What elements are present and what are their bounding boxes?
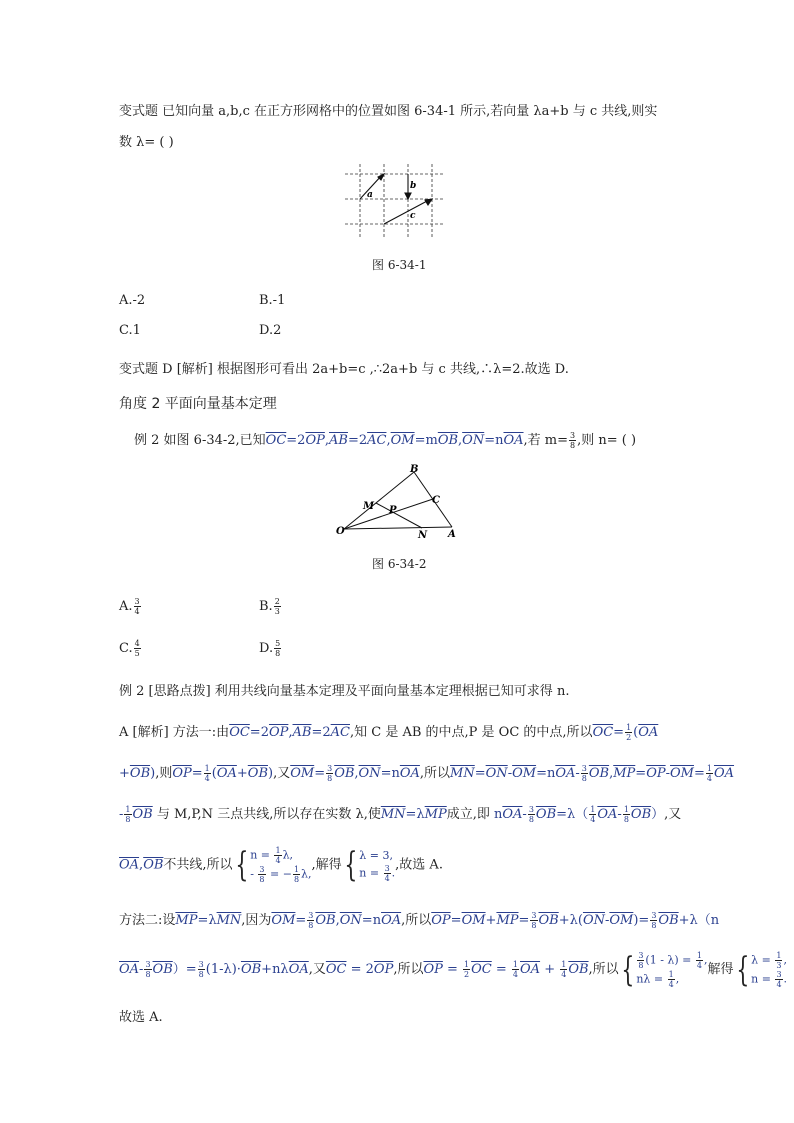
variant-option-a: A.-2 — [119, 293, 146, 308]
vec-ab: $\overline{AB}$ — [329, 433, 348, 448]
solution1-line3: - $\frac{1}{8}$ $\overline{OB}$ 与 M,P,N 三点共线,所以存在实数 λ,使$\overline{MN}=\lambda\overline{MP}$成立,即 $n\overline{OA}-$ $\frac{3}{8}$ $\overline{OB}=\lambda$（ $\frac{1}{4}$ $\overline{OA}-$ $\frac{1}{8}$ $\overline{OB}$）,又 — [119, 805, 682, 824]
example2-hint: 例 2 [思路点拨] 利用共线向量基本定理及平面向量基本定理根据已知可求得 n. — [119, 684, 570, 699]
vec-om: $\overline{OM}$ — [390, 433, 415, 448]
label-c: c — [410, 211, 416, 221]
eq-text: , — [386, 433, 391, 448]
example2-option-a: A. $\frac{3}{4}$ — [119, 597, 140, 616]
vec-oc: $\overline{OC}$ — [265, 433, 287, 448]
variant-question-line1: 变式题 已知向量 a,b,c 在正方形网格中的位置如图 6-34-1 所示,若向量 λa+b 与 c 共线,则实 — [119, 104, 658, 119]
final-answer: 故选 A. — [119, 1010, 163, 1025]
label-c: C — [432, 495, 440, 506]
variant-option-d: D.2 — [259, 323, 282, 338]
example2-option-d: D. $\frac{5}{8}$ — [259, 639, 281, 658]
label-a: a — [367, 190, 373, 200]
eq-text: =m — [414, 433, 438, 448]
eq-text: =2 — [286, 433, 306, 448]
solution2-line2: $\overline{OA}-$ $\frac{3}{8}$ $\overline{OB})=$ $\frac{3}{8}$ $(1-\lambda)\cdot\overline{OB}+n\lambda\overline{OA}$,又$\overline{OC} = 2\overline{OP}$,所以$\overline{OP}$ = $\frac{1}{2}$ $\overline{OC}$ = $\frac{1}{4}$ $\overline{OA}$ + $\frac{1}{4}$ $\overline{OB}$,所以{ $\frac{3}{8}$ (1 - λ) = $\frac{1}{4}$ , nλ = $\frac{1}{4}$ , 解得{ λ = $\frac{1}{3}$ , n = $\frac{3}{4}$ . — [119, 949, 788, 990]
solution2-line1: 方法二:设$\overline{MP}=\lambda\overline{MN}$,因为$\overline{OM}=$ $\frac{3}{8}$ $\overline{OB},\overline{ON}=n\overline{OA}$,所以$\overline{OP}=\overline{OM}+\overline{MP}=$ $\frac{3}{8}$ $\overline{OB}+\lambda(\overline{ON}-\overline{OM})=$ $\frac{3}{8}$ $\overline{OB}+\lambda(n$ — [119, 911, 720, 930]
label-p: P — [389, 505, 397, 516]
solution1-line4: $\overline{OA},\overline{OB}$不共线,所以{ n = $\frac{1}{4}$ λ, - $\frac{3}{8}$ = − $\frac{1}{8}$ λ, ,解得{ λ = 3, n = $\frac{3}{4}$ . ,故选 A. — [119, 845, 443, 885]
section-title: 角度 2 平面向量基本定理 — [119, 396, 277, 412]
label-b: B — [410, 464, 419, 475]
eq-text: ,若 m= — [523, 433, 569, 448]
example2-question — [134, 431, 636, 450]
vec-op: $\overline{OP}$ — [305, 433, 325, 448]
vec-on: $\overline{ON}$ — [462, 433, 485, 448]
example2-option-b: B. $\frac{2}{3}$ — [259, 597, 280, 616]
variant-question-line2: 数 λ= ( ) — [119, 135, 174, 150]
eq-text: , — [324, 433, 329, 448]
label-b: b — [410, 181, 417, 191]
solution1-line1: A [解析] 方法一:由$\overline{OC}=2\overline{OP},\overline{AB}=2\overline{AC}$,知 C 是 AB 的中点,P 是 OC 的中点,所以$\overline{OC}=$ $\frac{1}{2}$ ($\overline{OA}$ — [119, 723, 659, 742]
example2-lead: 例 2 如图 6-34-2,已知 — [134, 433, 266, 448]
m-fraction: $\frac{3}{8}$ — [570, 431, 576, 450]
eq-text: =n — [484, 433, 504, 448]
figure-6-34-2-triangle — [334, 462, 464, 542]
variant-option-b: B.-1 — [259, 293, 286, 308]
variant-option-c: C.1 — [119, 323, 141, 338]
example2-tail: ,则 n= ( ) — [577, 433, 637, 448]
solution1-line2: $+\overline{OB}$),则$\overline{OP}=$ $\frac{1}{4}$ $(\overline{OA}+\overline{OB})$,又$\overline{OM}=$ $\frac{3}{8}$ $\overline{OB},\overline{ON}=n\overline{OA}$,所以$\overline{MN}=\overline{ON}-\overline{OM}=n\overline{OA}-$ $\frac{3}{8}$ $\overline{OB},\overline{MP}=\overline{OP}-\overline{OM}=$ $\frac{1}{4}$ $\overline{OA}$ — [119, 764, 735, 783]
vec-ob: $\overline{OB}$ — [437, 433, 459, 448]
vec-oa: $\overline{OA}$ — [503, 433, 524, 448]
figure-6-34-1-grid — [340, 162, 450, 242]
variant-answer: 变式题 D [解析] 根据图形可看出 2a+b=c ,∴2a+b 与 c 共线,∴λ=2.故选 D. — [119, 362, 569, 377]
label-o: O — [336, 526, 345, 537]
label-a: A — [448, 529, 456, 540]
figure-6-34-1-caption: 图 6-34-1 — [372, 258, 427, 272]
vec-ac: $\overline{AC}$ — [367, 433, 387, 448]
eq-text: , — [458, 433, 463, 448]
example2-option-c: C. $\frac{4}{5}$ — [119, 639, 140, 658]
label-m: M — [363, 501, 375, 512]
vector-c — [384, 200, 429, 224]
eq-text: =2 — [347, 433, 368, 448]
figure-6-34-2-caption: 图 6-34-2 — [372, 557, 427, 571]
label-n: N — [418, 530, 428, 541]
